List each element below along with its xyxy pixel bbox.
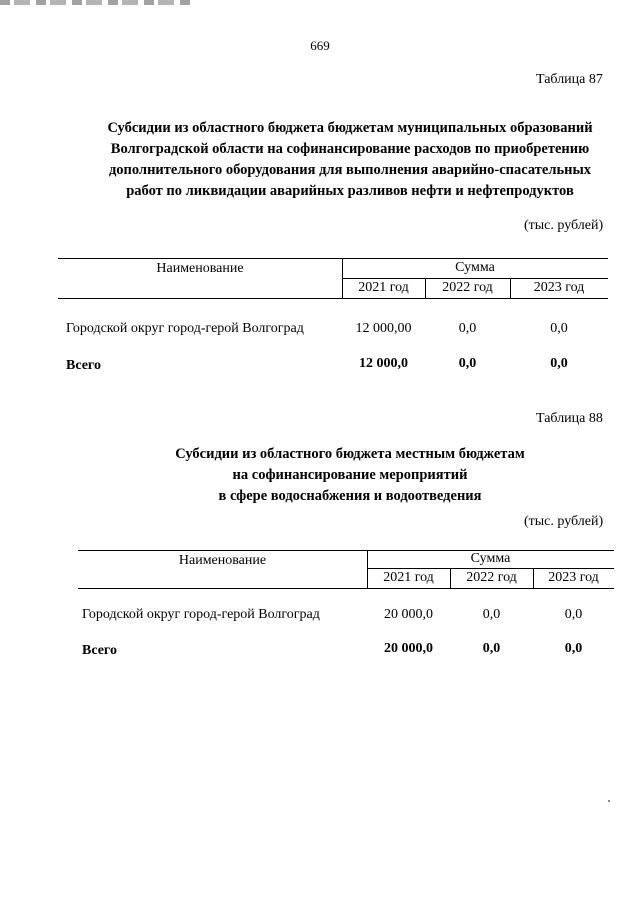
column-header-year: 2022 год [442,280,493,295]
column-header-sum: Сумма [470,551,511,566]
row-name: Городской округ город-герой Волгоград [82,607,320,622]
column-header-sum: Сумма [455,260,495,275]
column-header-year: 2023 год [548,570,599,585]
column-header-year: 2021 год [358,280,409,295]
title-line: в сфере водоснабжения и водоотведения [218,488,482,504]
column-header-year: 2022 год [466,570,517,585]
row-value: 0,0 [482,641,501,656]
row-name: Городской округ город-герой Волгоград [66,321,304,336]
table-87-units: (тыс. рублей) [524,218,604,233]
row-name: Всего [82,643,117,658]
row-value: 20 000,0 [384,607,433,622]
row-value: 12 000,0 [359,356,408,371]
row-value: 0,0 [458,321,477,336]
header-mid-rule [342,278,608,279]
column-header-year: 2023 год [533,280,585,295]
header-mid-rule [367,568,614,569]
row-name: Всего [66,358,101,373]
column-header-name: Наименование [178,553,267,568]
table-top-rule [58,258,608,259]
title-line: работ по ликвидации аварийных разливов нефти и нефтепродуктов [126,183,574,199]
page-number: 669 [310,38,330,53]
column-header-name: Наименование [156,261,244,276]
header-bottom-rule [78,588,614,589]
table-88-title [70,444,630,507]
title-line: дополнительного оборудования для выполнения аварийно-спасательных [108,162,592,178]
table-87-label: Таблица 87 [536,72,603,87]
row-value: 0,0 [564,607,583,622]
row-value: 0,0 [458,356,477,371]
row-value: 12 000,00 [355,321,412,336]
title-line: Волгоградской области на софинансирование расходов по приобретению [110,141,590,157]
row-value: 20 000,0 [384,641,433,656]
header-bottom-rule [58,298,608,299]
scan-speck [608,800,610,802]
row-value: 0,0 [550,321,568,336]
table-87-title [70,118,630,202]
row-value: 0,0 [564,641,583,656]
column-header-year: 2021 год [383,570,434,585]
scan-artifact [0,0,190,5]
title-line: Субсидии из областного бюджета местным бюджетам [175,446,525,462]
table-88-label: Таблица 88 [536,411,603,426]
row-value: 0,0 [482,607,501,622]
table-88-units: (тыс. рублей) [524,514,604,529]
title-line: Субсидии из областного бюджета бюджетам муниципальных образований [107,120,593,136]
row-value: 0,0 [550,356,568,371]
title-line: на софинансирование мероприятий [232,467,468,483]
